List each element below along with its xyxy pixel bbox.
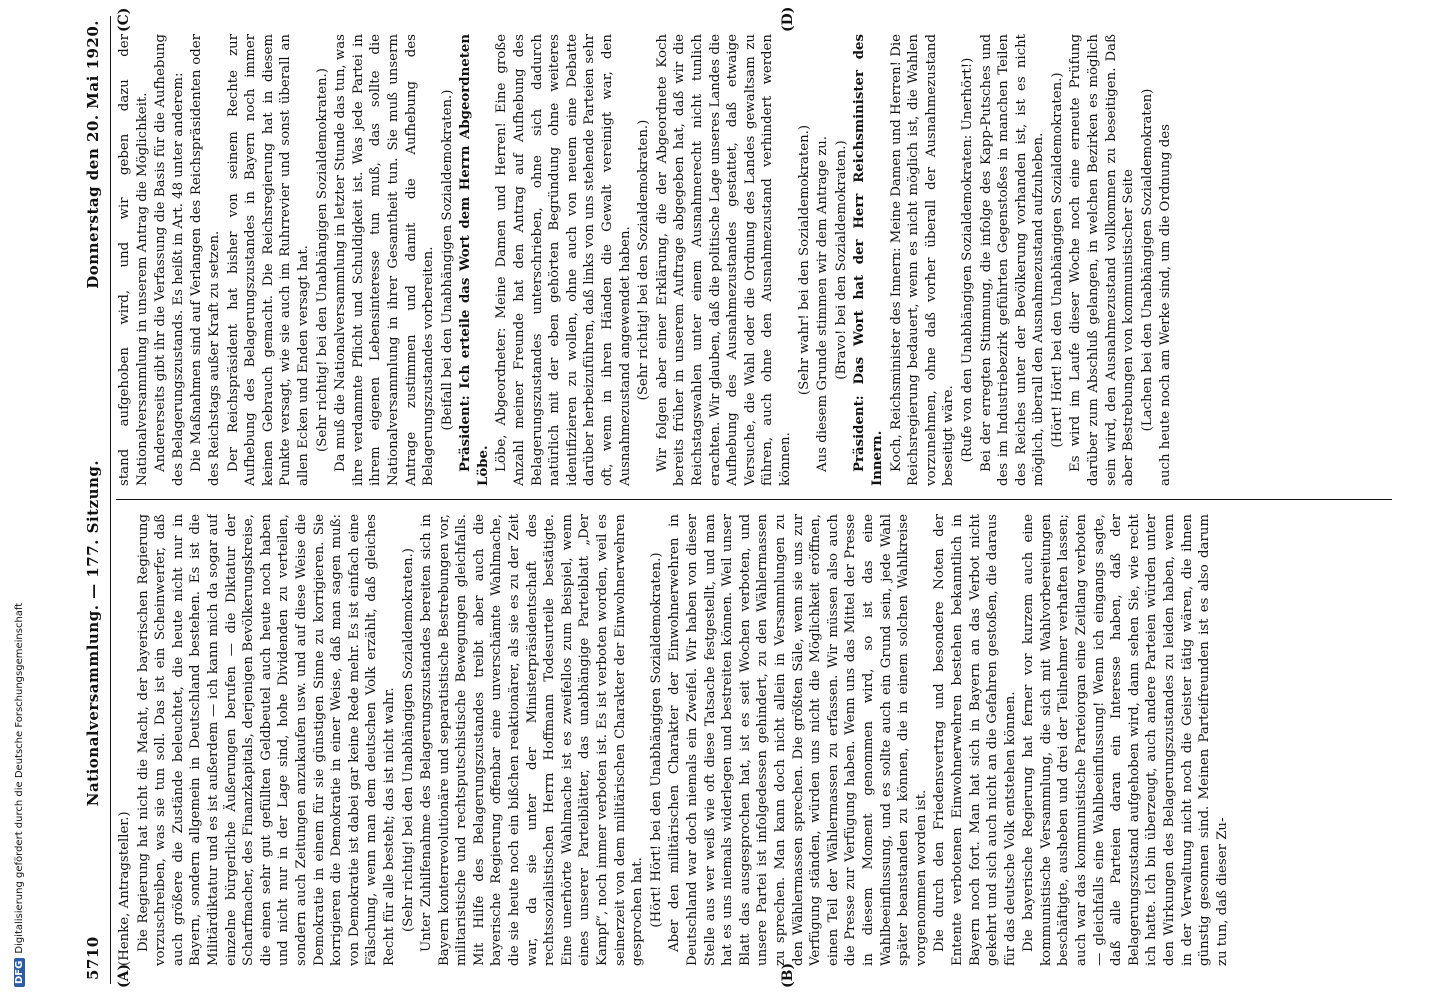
dfg-logo: DFG — [14, 958, 25, 987]
paragraph: Die Regierung hat nicht die Macht, der bayerischen Regierung vorzuschreiben, was sie tun soll. Das ist ein Scheinwerfer, daß auch größere die Zustände beleuchtet, die heute nicht nur in Bayern, sondern allgemein in Deutschland bestehen. Es ist die Militärdiktatur und es ist außerdem — ich kann mich da sogar auf einzelne bürgerliche Äußerungen berufen — die Diktatur der Scharfmacher, des Finanzkapitals, derjenigen Bevölkerungskreise, die einen sehr gut gefüllten Geldbeutel auch heute noch haben und nicht nur in der Lage sind, hohe Dividenden zu verteilen, sondern auch Zeitungen anzukaufen usw. und auf diese Weise die Demokratie in einem für sie günstigen Sinne zu korrigieren. Sie korrigieren die Demokratie in einer Weise, daß man sagen muß: von Demokratie ist dabei gar keine Rede mehr. Es ist einfach eine Fälschung, wenn man dem deutschen Volk erzählt, daß gleiches Recht für alle besteht; das ist nicht wahr. — [135, 514, 397, 966]
paragraph: Andererseits gibt ihr die Verfassung die Basis für die Aufhebung des Belagerungszustands. Es heißt in Art. 48 unter anderem: — [153, 34, 186, 486]
margin-marker-a: (A) — [116, 963, 132, 988]
interjection: (Sehr wahr! bei den Sozialdemokraten.) — [796, 124, 812, 396]
margin-marker-c: (C) — [116, 7, 132, 32]
paragraph: Wir folgen aber einer Erklärung, die der Abgeordnete Koch bereits früher in unserem Auftrage abgegeben hat, daß wir die Reichstagswahlen unter einem Ausnahmerecht nicht tunlich erachten. Wir glauben, daß die politische Lage unseres Landes die Aufhebung des Ausnahmezustandes gestattet, daß etwaige Versuche, die Wahl oder die Ordnung des Landes gewaltsam zu führen, auch ohne den Ausnahmezustand verhindert werden können. — [654, 34, 793, 486]
paragraph: Unter Zuhilfenahme des Belagerungszustandes bereiten sich in Bayern konterrevolutionäre und separatistische Bestrebungen vor, militaristische und rechtsputschistische Bewegungen gleichfalls. Mit Hilfe des Belagerungszustandes treibt aber auch die bayerische Regierung offenbar eine unverschämte Wahlmache, die sie heute noch ein bißchen reaktionärer, als sie es zu der Zeit war, da sie unter der Ministerpräsidentschaft des rechtssozialistischen Herrn Hoffmann Todesurteile bestätigte. Eine unerhörte Wahlmache ist es zweifellos zum Beispiel, wenn eines unserer Parteiblätter, das unabhängige Parteiblatt „Der Kampf“, noch immer verboten ist. Es ist verboten worden, weil es seinerzeit von dem militärischen Charakter der Einwohnerwehren gesprochen hat. — [419, 514, 646, 966]
document-page — [80, 6, 1400, 990]
header-date: Donnerstag den 20. Mai 1920. — [84, 20, 102, 289]
paragraph: Aus diesem Grunde stimmen wir dem Antrage zu. — [815, 135, 831, 472]
interjection: (Rufe von den Unabhängigen Sozialdemokraten: Unerhört!) — [959, 57, 975, 463]
page-number: 5710 — [84, 936, 102, 980]
right-column — [116, 34, 1392, 486]
speech-paragraph: Löbe, Abgeordneter: Meine Damen und Herren! Eine große Anzahl meiner Freunde hat den Antrag auf Aufhebung des Belagerungszustandes unterschrieben, ohne sich dadurch natürlich mit der eben gehörten Begründung ohne weiteres identifizieren zu wollen, ohne auch von neuem eine Debatte darüber herbeizuführen, daß links von uns stehende Parteien sehr oft, wenn in ihren Händen die Gewalt vereinigt war, den Ausnahmezustand angewendet haben. — [494, 34, 633, 486]
interjection: (Sehr richtig! bei den Unabhängigen Sozialdemokraten.) — [314, 68, 330, 452]
paragraph: Da muß die Nationalversammlung in letzter Stunde das tun, was ihre verdammte Pflicht und Schuldigkeit ist. Was jede Partei in ihrem eigenen Lebensinteresse tun muß, das sollte die Nationalversammlung in ihrer Gesamtheit tun. Sie muß unserm Antrage zustimmen und damit die Aufhebung des Belagerungszustandes vorbereiten. — [333, 34, 437, 486]
interjection: (Beifall bei den Unabhängigen Sozialdemokraten.) — [439, 89, 455, 431]
paragraph: Die durch den Friedensvertrag und besondere Noten der Entente verbotenen Einwohnerwehren bestehen bekanntlich in Bayern noch fort. Man hat sich in Bayern an das Verbot nicht gekehrt und sich auch nicht an die Gefahren gestoßen, die daraus für das deutsche Volk entstehen können. — [932, 514, 1018, 966]
paragraph: Bei der erregten Stimmung, die infolge des Kapp-Putsches und des im Industriebezirk geführten Gegenstoßes in manchen Teilen des Reiches unter der Bevölkerung vorhanden ist, ist es nicht möglich, überall den Ausnahmezustand aufzuheben. — [978, 34, 1047, 486]
paragraph: Die bayerische Regierung hat ferner vor kurzem auch eine kommunistische Versammlung, die sich mit Wahlvorbereitungen beschäftigte, ausheben und drei der Teilnehmer verhaften lassen; auch war das kommunistische Parteiorgan eine Zeitlang verboten — gleichfalls eine Wahlbeeinflussung! Wenn ich eingangs sagte, daß alle Parteien daran ein Interesse haben, daß der Belagerungszustand aufgehoben wird, dann sehen Sie, wie recht ich hatte. Ich bin überzeugt, auch andere Parteien würden unter den Wirkungen des Belagerungszustandes zu leiden haben, wenn in der Verwaltung nicht noch die Geister tätig wären, die ihnen günstig gesonnen sind. Meinen Parteifreunden ist es also darum zu tun, daß dieser Zu- — [1021, 514, 1230, 966]
paragraph: Aber den militärischen Charakter der Einwohnerwehren in Deutschland war doch niemals ein Zweifel. Wir haben von dieser Stelle aus wer weiß wie oft diese Tatsache festgestellt, und man hat es uns niemals widerlegen und bestreiten können. Weil unser Blatt das ausgesprochen hat, ist es seit Wochen verboten, und unsere Partei ist infolgedessen gehindert, zu den Wählermassen zu sprechen. Man kann doch nicht allein in Versammlungen zu den Wählermassen sprechen. Die größten Säle, wenn sie uns zur Verfügung ständen, würden uns nicht die Möglichkeit eröffnen, einen Teil der Wählermassen zu erfassen. Wir müssen also auch die Presse zur Verfügung haben. Wenn uns das Mittel der Presse in diesem Moment genommen wird, so ist das eine Wahlbeeinflussung, und es sollte auch ein Grund sein, jede Wahl später beanstanden zu können, die in einem solchen Wahlkreise vorgenommen worden ist. — [667, 514, 929, 966]
speech-paragraph: Koch, Reichsminister des Innern: Meine Damen und Herren! Die Reichsregierung bedauert, wenn es nicht möglich ist, die Wahlen vorzunehmen, ohne daß vorher überall der Ausnahmezustand beseitigt wäre. — [888, 34, 957, 486]
header-rule — [110, 16, 111, 984]
margin-marker-d: (D) — [780, 6, 796, 32]
digitization-credit — [14, 603, 25, 987]
speaker-note: (Henke, Antragsteller.) — [117, 811, 132, 966]
header-title: Nationalversammlung. — 177. Sitzung. — [84, 459, 102, 807]
left-column — [116, 514, 1392, 966]
paragraph: auch heute noch am Werke sind, um die Ordnung des — [1158, 124, 1174, 486]
column-divider — [116, 499, 1392, 500]
paragraph: Der Reichspräsident hat bisher von seinem Rechte zur Aufhebung des Belagerungszustandes in Bayern noch immer keinen Gebrauch gemacht. Die Reichsregierung hat in diesem Punkte versagt, wie sie auch im Ruhrrevier und sonst überall an allen Ecken und Enden versagt hat. — [225, 34, 311, 486]
interjection: (Sehr richtig! bei den Unabhängigen Sozialdemokraten.) — [400, 548, 416, 932]
margin-marker-b: (B) — [780, 962, 796, 988]
interjection: (Bravo! bei den Sozialdemokraten.) — [833, 140, 849, 380]
speaker-statement: Präsident: Das Wort hat der Herr Reichsminister des Innern. — [852, 34, 885, 486]
quote: Die Maßnahmen sind auf Verlangen des Reichspräsidenten oder des Reichstags außer Kraft zu setzen. — [189, 34, 222, 486]
interjection: (Sehr richtig! bei den Sozialdemokraten.) — [636, 119, 652, 401]
page-header — [84, 20, 108, 980]
interjection: (Hört! Hört! bei den Unabhängigen Sozialdemokraten.) — [648, 552, 664, 928]
credit-text: Digitalisierung gefördert durch die Deutsche Forschungsgemeinschaft — [14, 602, 25, 954]
paragraph: Es wird im Laufe dieser Woche noch eine erneute Prüfung darüber zum Abschluß gelangen, in welchen Bezirken es möglich sein wird, den Ausnahmezustand vollkommen zu beseitigen. Daß aber Bestrebungen von kommunistischer Seite — [1068, 34, 1137, 486]
interjection: (Lachen bei den Unabhängigen Sozialdemokraten) — [1139, 88, 1155, 432]
paragraph: stand aufgehoben wird, und wir geben dazu der Nationalversammlung in unserem Antrag die Möglichkeit. — [117, 34, 150, 486]
speaker-statement: Präsident: Ich erteile das Wort dem Herrn Abgeordneten Löbe. — [458, 34, 491, 486]
interjection: (Hört! Hört! bei den Unabhängigen Sozialdemokraten.) — [1049, 72, 1065, 448]
